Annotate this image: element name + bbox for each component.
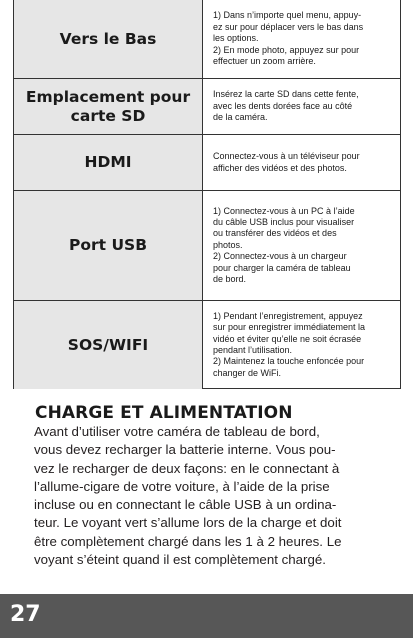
table-row bbox=[14, 301, 400, 389]
section-heading: CHARGE ET ALIMENTATION bbox=[35, 403, 293, 423]
table-row bbox=[14, 0, 400, 79]
page-footer bbox=[0, 594, 413, 638]
row-description: 1) Dans n’importe quel menu, appuy- ez sur pour déplacer vers le bas dans les options. 2) En mode photo, appuyez sur pour effectuer un zoom arrière. bbox=[213, 10, 364, 67]
table-row bbox=[14, 191, 400, 301]
row-description: Connectez-vous à un téléviseur pour afficher des vidéos et des photos. bbox=[213, 151, 360, 173]
row-description: 1) Pendant l’enregistrement, appuyez sur pour enregistrer immédiatement la vidéo et éviter qu’elle ne soit écrasée pendant l’utilisation. 2) Maintenez la touche enfoncée pour changer de WiFi. bbox=[213, 310, 366, 378]
section-body: Avant d’utiliser votre caméra de tableau de bord, vous devez recharger la batterie interne. Vous pou- vez le recharger de deux façons: en le connectant à l’allume-cigare de votre voiture, à l’aide de la prise incluse ou en connectant le câble USB à un ordina- teur. Le voyant vert s’allume lors de la charge et doit être complètement chargé dans les 1 à 2 heures. Le voyant s’éteint quand il est complètement chargé. bbox=[34, 424, 342, 568]
function-table bbox=[13, 0, 401, 389]
row-label: Port USB bbox=[14, 191, 203, 300]
row-label: Emplacement pour carte SD bbox=[14, 79, 203, 134]
row-label: Vers le Bas bbox=[14, 0, 203, 78]
row-description: Insérez la carte SD dans cette fente, avec les dents dorées face au côté de la caméra. bbox=[213, 89, 359, 123]
table-row bbox=[14, 79, 400, 135]
page-number: 27 bbox=[10, 602, 41, 627]
row-label: HDMI bbox=[14, 135, 203, 190]
row-description: 1) Connectez-vous à un PC à l’aide du câble USB inclus pour visualiser ou transférer des vidéos et des photos. 2) Connectez-vous à un chargeur pour charger la caméra de tableau de bord. bbox=[213, 205, 355, 285]
row-label: SOS/WIFI bbox=[14, 301, 203, 389]
table-row bbox=[14, 135, 400, 191]
